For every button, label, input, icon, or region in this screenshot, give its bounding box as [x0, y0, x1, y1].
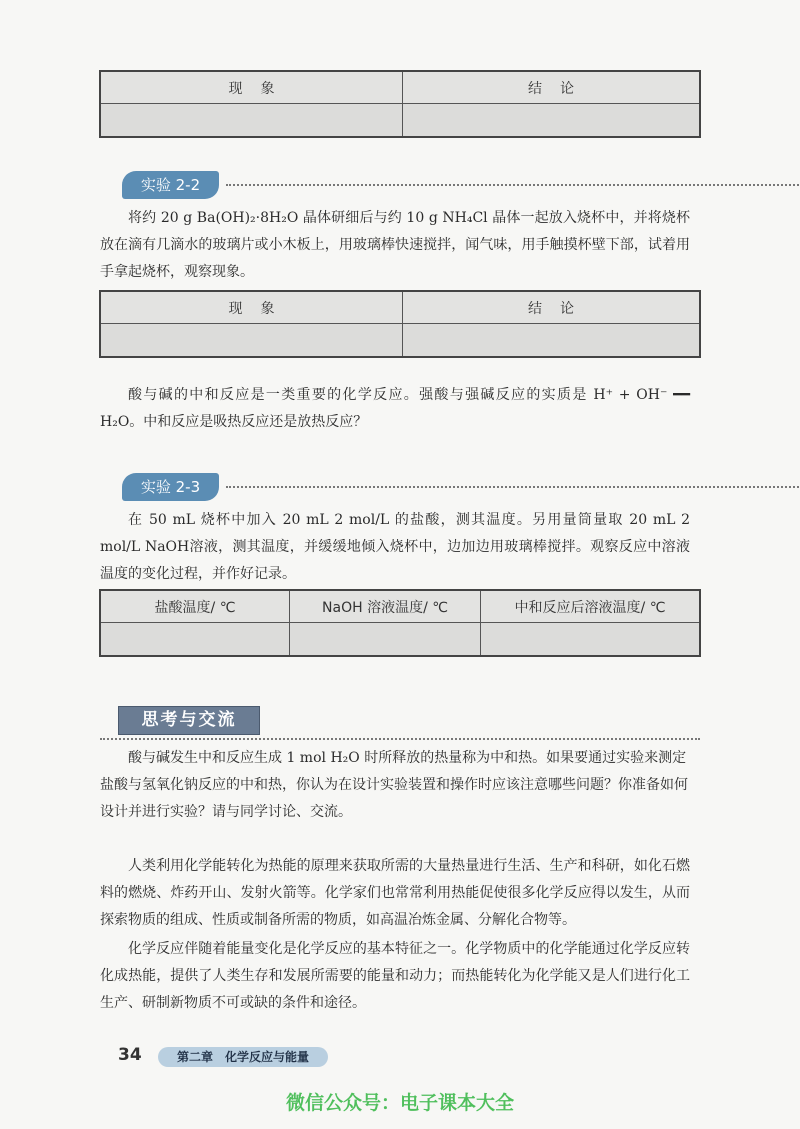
think-discuss-text: 酸与碱发生中和反应生成 1 mol H₂O 时所释放的热量称为中和热。如果要通过实验来测定盐酸与氢氧化钠反应的中和热，你认为在设计实验装置和操作时应该注意哪些问题？你准备如何设计并进行实验？请与同学讨论、交流。 [100, 750, 688, 820]
observation-table-1 [99, 70, 701, 138]
header-after-temp: 中和反应后溶液温度/ ℃ [481, 590, 701, 623]
table-header-row [100, 590, 700, 623]
table-cell [481, 623, 701, 657]
table-cell [403, 104, 701, 138]
experiment-2-3-heading [122, 473, 800, 501]
header-naoh-temp: NaOH 溶液温度/ ℃ [290, 590, 481, 623]
observation-table-2 [99, 290, 701, 358]
table-cell [100, 324, 403, 358]
experiment-2-2-heading [122, 171, 800, 199]
neutralization-text: 酸与碱的中和反应是一类重要的化学反应。强酸与强碱反应的实质是 H⁺ + OH⁻ ━━ H₂O。中和反应是吸热反应还是放热反应？ [100, 387, 690, 430]
dotted-divider [226, 184, 800, 186]
header-conclusion: 结论 [403, 71, 701, 104]
body-paragraph-2: 化学反应伴随着能量变化是化学反应的基本特征之一。化学物质中的化学能通过化学反应转化成热能，提供了人类生存和发展所需要的能量和动力；而热能转化为化学能又是人们进行化工生产、研制新物质不可或缺的条件和途径。 [100, 941, 690, 1011]
table-cell [290, 623, 481, 657]
think-discuss-badge: 思考与交流 [118, 706, 260, 735]
header-conclusion: 结论 [403, 291, 701, 324]
body-paragraph-1: 人类利用化学能转化为热能的原理来获取所需的大量热量进行生活、生产和科研，如化石燃料的燃烧、炸药开山、发射火箭等。化学家们也常常利用热能促使很多化学反应得以发生，从而探索物质的组成、性质或制备所需的物质，如高温冶炼金属、分解化合物等。 [100, 858, 690, 928]
table-row [100, 623, 700, 657]
dotted-divider [100, 738, 700, 740]
experiment-badge: 实验 2-2 [122, 171, 219, 199]
header-hcl-temp: 盐酸温度/ ℃ [100, 590, 290, 623]
wechat-watermark: 微信公众号：电子课本大全 [285, 1092, 514, 1114]
header-phenomenon: 现象 [100, 71, 403, 104]
page-number: 34 [118, 1045, 142, 1065]
header-phenomenon: 现象 [100, 291, 403, 324]
table-row [100, 104, 700, 138]
chapter-label: 第二章 化学反应与能量 [158, 1047, 328, 1067]
experiment-2-3-text: 在 50 mL 烧杯中加入 20 mL 2 mol/L 的盐酸，测其温度。另用量筒量取 20 mL 2 mol/L NaOH溶液，测其温度，并缓缓地倾入烧杯中，边加边用玻璃棒搅拌。观察反应中溶液温度的变化过程，并作好记录。 [100, 512, 690, 582]
experiment-2-2-text: 将约 20 g Ba(OH)₂·8H₂O 晶体研细后与约 10 g NH₄Cl 晶体一起放入烧杯中，并将烧杯放在滴有几滴水的玻璃片或小木板上，用玻璃棒快速搅拌，闻气味，用手触摸杯壁下部，试着用手拿起烧杯，观察现象。 [100, 210, 690, 280]
table-cell [100, 623, 290, 657]
table-cell [100, 104, 403, 138]
experiment-badge: 实验 2-3 [122, 473, 219, 501]
table-header-row [100, 71, 700, 104]
table-row [100, 324, 700, 358]
table-header-row [100, 291, 700, 324]
temperature-table [99, 589, 701, 657]
dotted-divider [226, 486, 800, 488]
table-cell [403, 324, 701, 358]
